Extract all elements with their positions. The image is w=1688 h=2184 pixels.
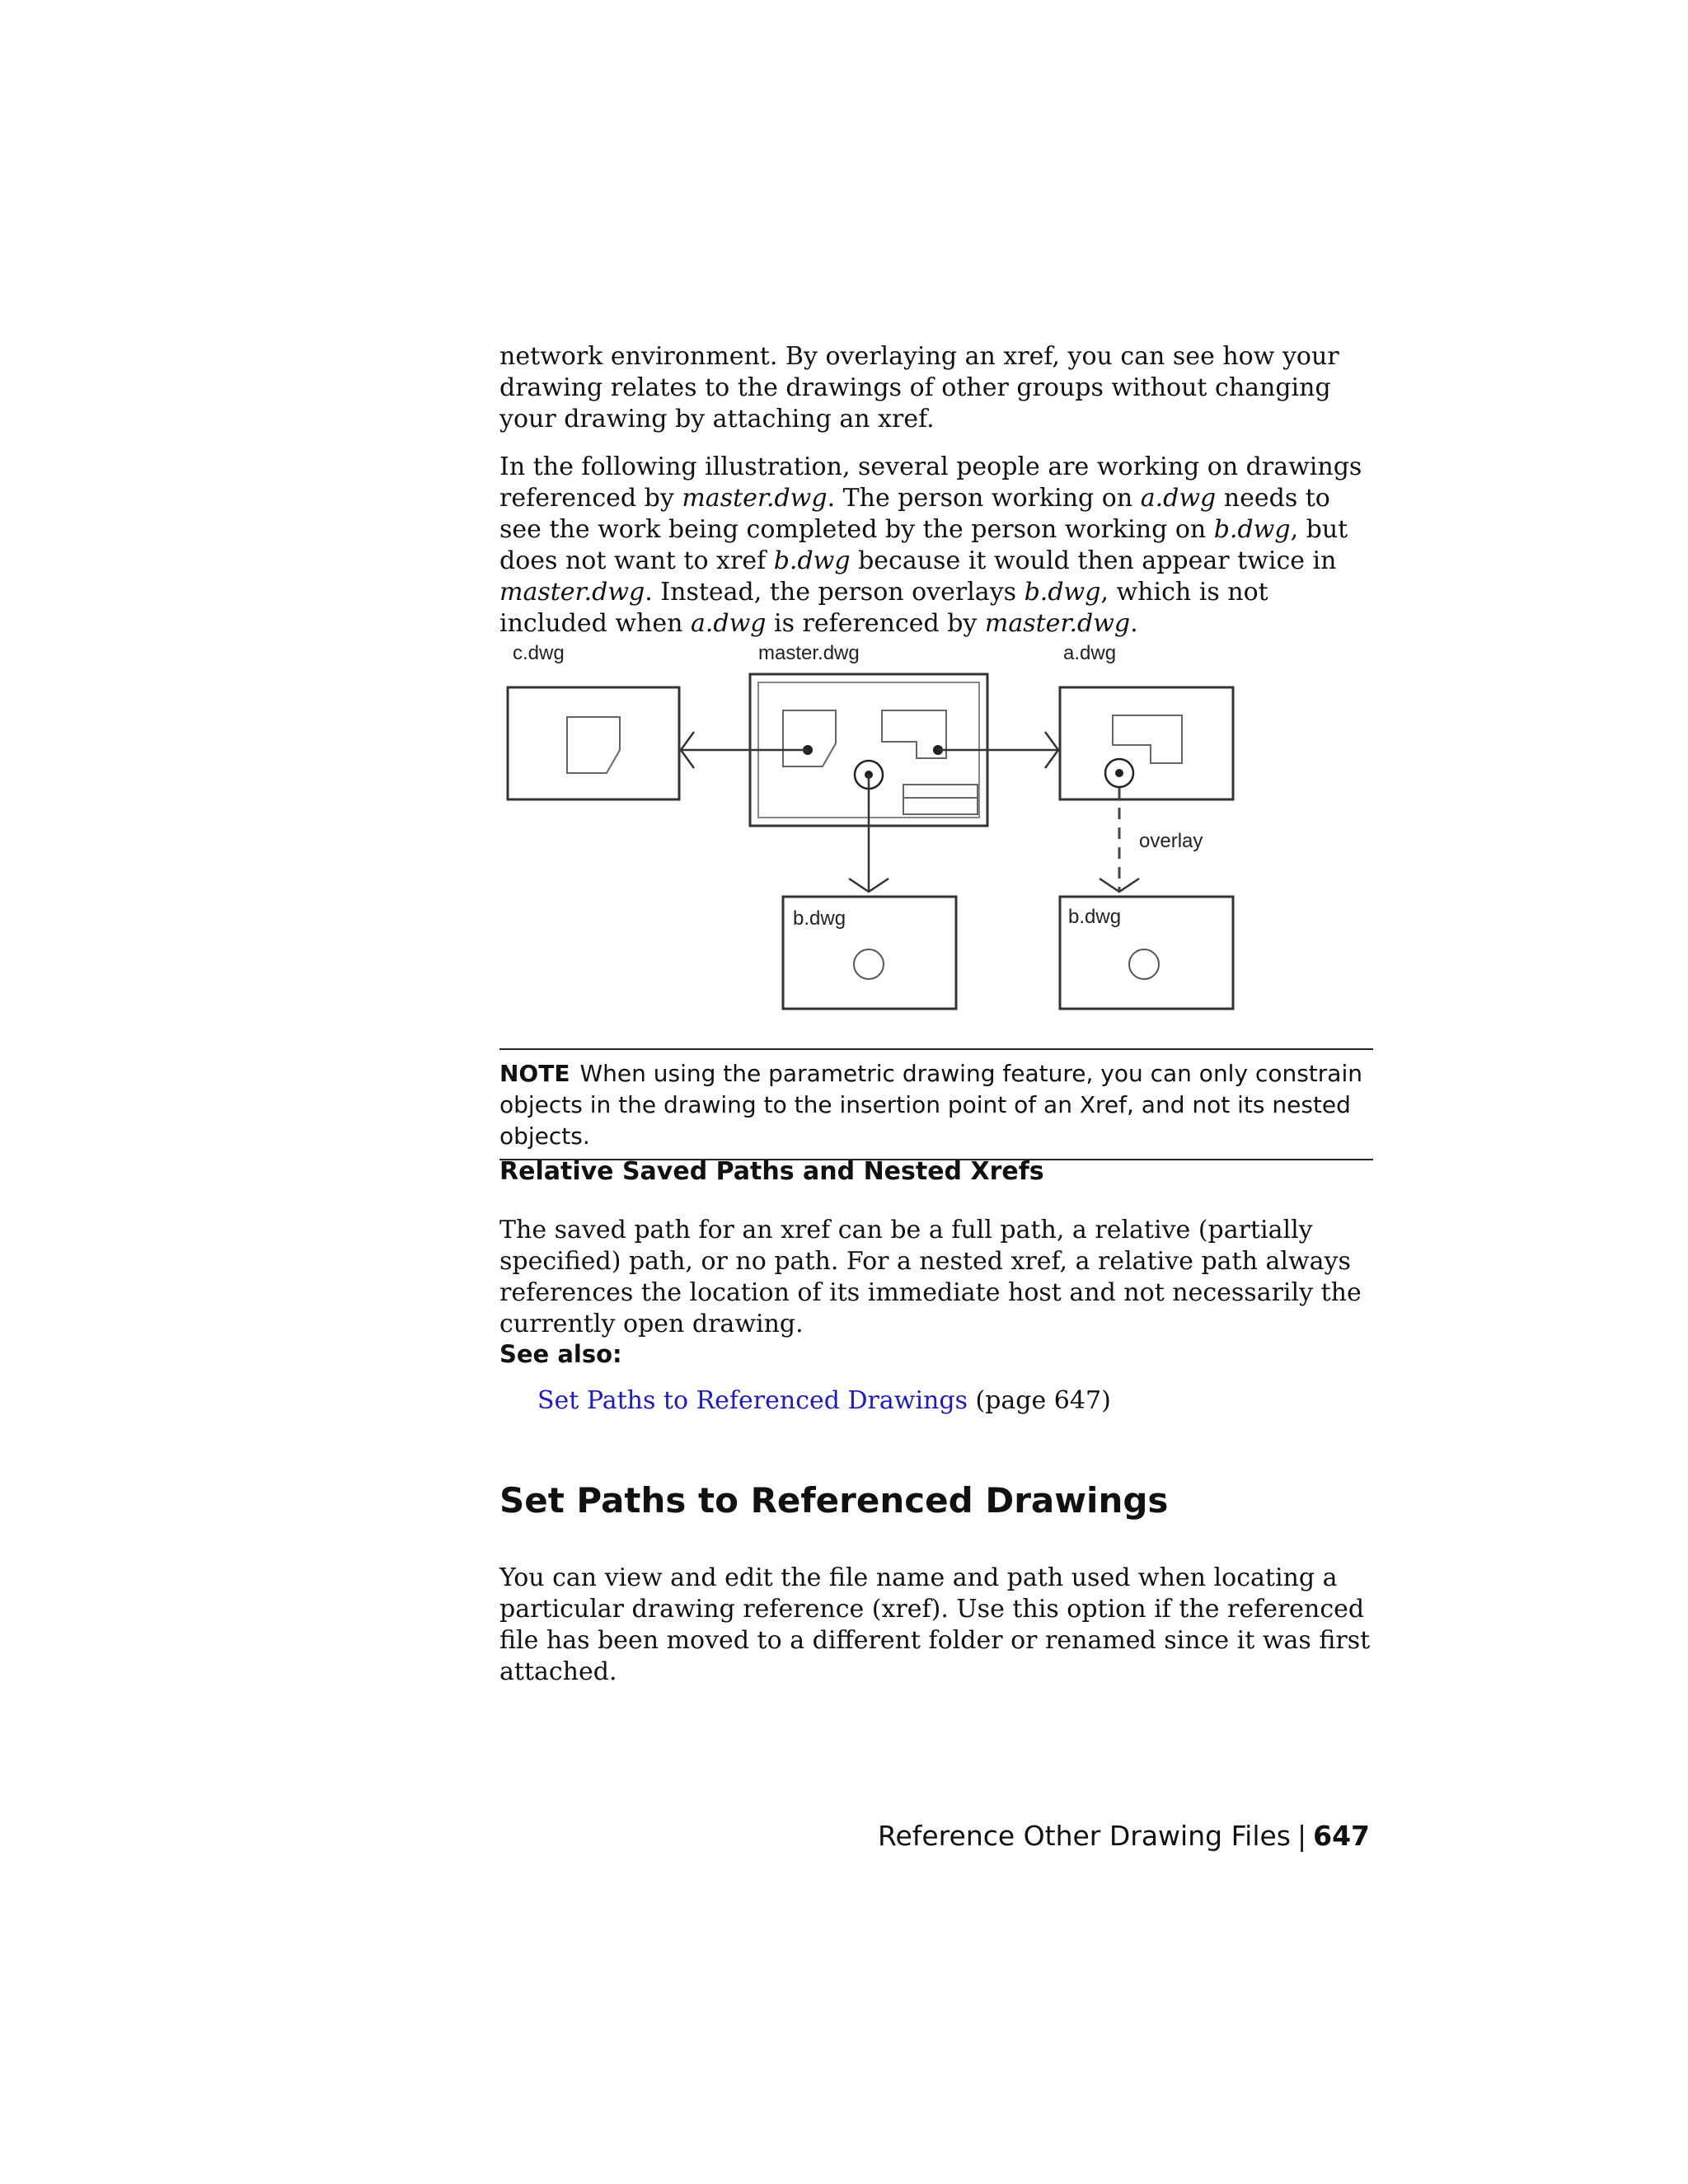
text-run: because it would then appear twice in — [850, 546, 1337, 575]
note-text: When using the parametric drawing feature, you can only constrain objects in the drawing to the insertion point of an Xref, and not its nested objects. — [499, 1060, 1362, 1150]
text-run: , but does not want to xref — [499, 515, 1348, 575]
text-run: . — [1130, 609, 1138, 638]
body-paragraph-set-paths: You can view and edit the file name and path used when locating a particular drawing reference (xref). Use this option if the referenced file has been moved to a different folder or renamed since it was first attached. — [499, 1563, 1371, 1686]
page-footer — [878, 1820, 1370, 1852]
text-run: In the following illustration, several people are working on drawings referenced by — [499, 452, 1362, 513]
text-run: is referenced by — [766, 609, 985, 638]
text-run: . Instead, the person overlays — [645, 578, 1025, 607]
label-a-dwg: a.dwg — [1063, 642, 1117, 664]
filename: b.dwg — [1024, 578, 1101, 607]
see-also-label: See also: — [499, 1340, 622, 1368]
filename: b.dwg — [773, 546, 851, 575]
section-heading: Set Paths to Referenced Drawings — [499, 1480, 1169, 1521]
box-a-dwg — [1060, 687, 1233, 799]
note-label: NOTE — [499, 1060, 570, 1087]
set-paths-link[interactable]: Set Paths to Referenced Drawings — [537, 1386, 968, 1415]
filename: b.dwg — [1213, 515, 1291, 544]
box-c-dwg — [508, 687, 679, 799]
filename: master.dwg — [499, 578, 645, 607]
label-overlay: overlay — [1139, 830, 1203, 852]
body-paragraph-intro: network environment. By overlaying an xref, you can see how your drawing relates to the drawings of other groups without changing your drawing by attaching an xref. — [499, 342, 1339, 434]
footer-separator: | — [1296, 1820, 1307, 1852]
label-b-dwg-left: b.dwg — [793, 907, 846, 930]
note-box — [499, 1048, 1373, 1160]
body-paragraph-illustration — [499, 452, 1373, 640]
page-number: 647 — [1313, 1820, 1370, 1852]
filename: a.dwg — [1140, 484, 1217, 513]
page-reference: (page 647) — [975, 1386, 1111, 1415]
insertion-point-a-b — [1115, 769, 1123, 777]
text-run: . The person working on — [827, 484, 1141, 513]
footer-title: Reference Other Drawing Files — [878, 1820, 1291, 1852]
filename: master.dwg — [682, 484, 828, 513]
filename: master.dwg — [984, 609, 1131, 638]
text-run: , which is not included when — [499, 578, 1268, 638]
body-paragraph-relative-paths: The saved path for an xref can be a full path, a relative (partially specified) path, or no path. For a nested xref, a relative path always references the location of its immediate host and not necessarily the currently open drawing. — [499, 1216, 1362, 1338]
label-b-dwg-right: b.dwg — [1068, 906, 1122, 928]
subsection-heading: Relative Saved Paths and Nested Xrefs — [499, 1157, 1044, 1186]
text-run: needs to see the work being completed by the person working on — [499, 484, 1330, 544]
label-master-dwg: master.dwg — [758, 642, 860, 664]
label-c-dwg: c.dwg — [513, 642, 565, 664]
xref-overlay-diagram — [495, 635, 1253, 1030]
filename: a.dwg — [690, 609, 767, 638]
see-also-entry — [537, 1386, 1111, 1415]
